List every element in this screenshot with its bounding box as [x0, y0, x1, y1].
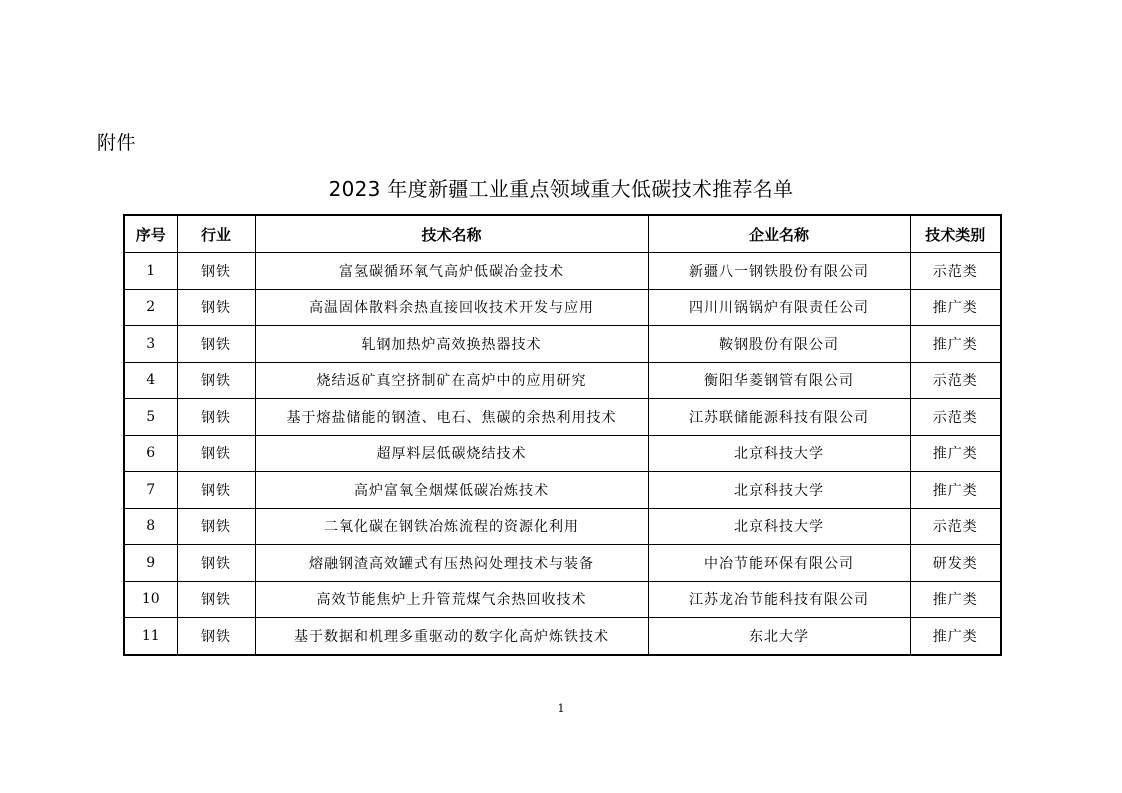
cell-industry: 钢铁: [177, 508, 255, 545]
cell-technology-category: 示范类: [910, 362, 1001, 399]
table-row: [124, 289, 1001, 326]
cell-index: 9: [124, 545, 177, 582]
cell-technology-name: 富氢碳循环氧气高炉低碳冶金技术: [255, 253, 648, 290]
cell-technology-name: 基于熔盐储能的钢渣、电石、焦碳的余热利用技术: [255, 399, 648, 436]
cell-industry: 钢铁: [177, 253, 255, 290]
cell-technology-category: 示范类: [910, 508, 1001, 545]
cell-technology-category: 研发类: [910, 545, 1001, 582]
cell-index: 2: [124, 289, 177, 326]
cell-technology-category: 推广类: [910, 472, 1001, 509]
cell-index: 6: [124, 435, 177, 472]
cell-industry: 钢铁: [177, 399, 255, 436]
cell-company-name: 北京科技大学: [648, 472, 910, 509]
cell-technology-category: 推广类: [910, 326, 1001, 363]
cell-technology-category: 推广类: [910, 289, 1001, 326]
cell-index: 11: [124, 618, 177, 655]
cell-index: 4: [124, 362, 177, 399]
table-row: [124, 472, 1001, 509]
cell-technology-category: 示范类: [910, 399, 1001, 436]
recommendation-table: [123, 214, 1002, 656]
cell-technology-name: 烧结返矿真空挤制矿在高炉中的应用研究: [255, 362, 648, 399]
table-row: [124, 545, 1001, 582]
cell-industry: 钢铁: [177, 545, 255, 582]
cell-index: 8: [124, 508, 177, 545]
cell-industry: 钢铁: [177, 581, 255, 618]
header-index: 序号: [124, 215, 177, 253]
cell-industry: 钢铁: [177, 326, 255, 363]
cell-technology-category: 推广类: [910, 581, 1001, 618]
table-header-row: [124, 215, 1001, 253]
header-technology-category: 技术类别: [910, 215, 1001, 253]
cell-technology-name: 高效节能焦炉上升管荒煤气余热回收技术: [255, 581, 648, 618]
header-company-name: 企业名称: [648, 215, 910, 253]
cell-index: 7: [124, 472, 177, 509]
table-row: [124, 581, 1001, 618]
cell-technology-category: 推广类: [910, 618, 1001, 655]
cell-technology-name: 基于数据和机理多重驱动的数字化高炉炼铁技术: [255, 618, 648, 655]
header-technology-name: 技术名称: [255, 215, 648, 253]
attachment-label: 附件: [97, 132, 137, 154]
table-row: [124, 326, 1001, 363]
table-row: [124, 362, 1001, 399]
header-industry: 行业: [177, 215, 255, 253]
cell-technology-name: 高炉富氧全烟煤低碳冶炼技术: [255, 472, 648, 509]
cell-industry: 钢铁: [177, 618, 255, 655]
page-number: 1: [557, 702, 565, 715]
cell-technology-name: 轧钢加热炉高效换热器技术: [255, 326, 648, 363]
cell-technology-name: 超厚料层低碳烧结技术: [255, 435, 648, 472]
table-row: [124, 508, 1001, 545]
cell-index: 1: [124, 253, 177, 290]
cell-index: 5: [124, 399, 177, 436]
document-title: 2023 年度新疆工业重点领域重大低碳技术推荐名单: [328, 177, 794, 201]
table-row: [124, 435, 1001, 472]
cell-technology-name: 二氧化碳在钢铁冶炼流程的资源化利用: [255, 508, 648, 545]
cell-industry: 钢铁: [177, 435, 255, 472]
cell-company-name: 江苏龙冶节能科技有限公司: [648, 581, 910, 618]
cell-company-name: 衡阳华菱钢管有限公司: [648, 362, 910, 399]
table-row: [124, 618, 1001, 655]
cell-index: 10: [124, 581, 177, 618]
cell-company-name: 江苏联储能源科技有限公司: [648, 399, 910, 436]
cell-company-name: 鞍钢股份有限公司: [648, 326, 910, 363]
cell-technology-name: 熔融钢渣高效罐式有压热闷处理技术与装备: [255, 545, 648, 582]
cell-industry: 钢铁: [177, 289, 255, 326]
table-row: [124, 399, 1001, 436]
cell-index: 3: [124, 326, 177, 363]
cell-company-name: 北京科技大学: [648, 508, 910, 545]
cell-company-name: 北京科技大学: [648, 435, 910, 472]
cell-company-name: 新疆八一钢铁股份有限公司: [648, 253, 910, 290]
table-body: [124, 253, 1001, 655]
table-row: [124, 253, 1001, 290]
cell-company-name: 东北大学: [648, 618, 910, 655]
cell-industry: 钢铁: [177, 472, 255, 509]
cell-company-name: 中冶节能环保有限公司: [648, 545, 910, 582]
cell-industry: 钢铁: [177, 362, 255, 399]
cell-technology-name: 高温固体散料余热直接回收技术开发与应用: [255, 289, 648, 326]
cell-technology-category: 推广类: [910, 435, 1001, 472]
cell-technology-category: 示范类: [910, 253, 1001, 290]
cell-company-name: 四川川锅锅炉有限责任公司: [648, 289, 910, 326]
